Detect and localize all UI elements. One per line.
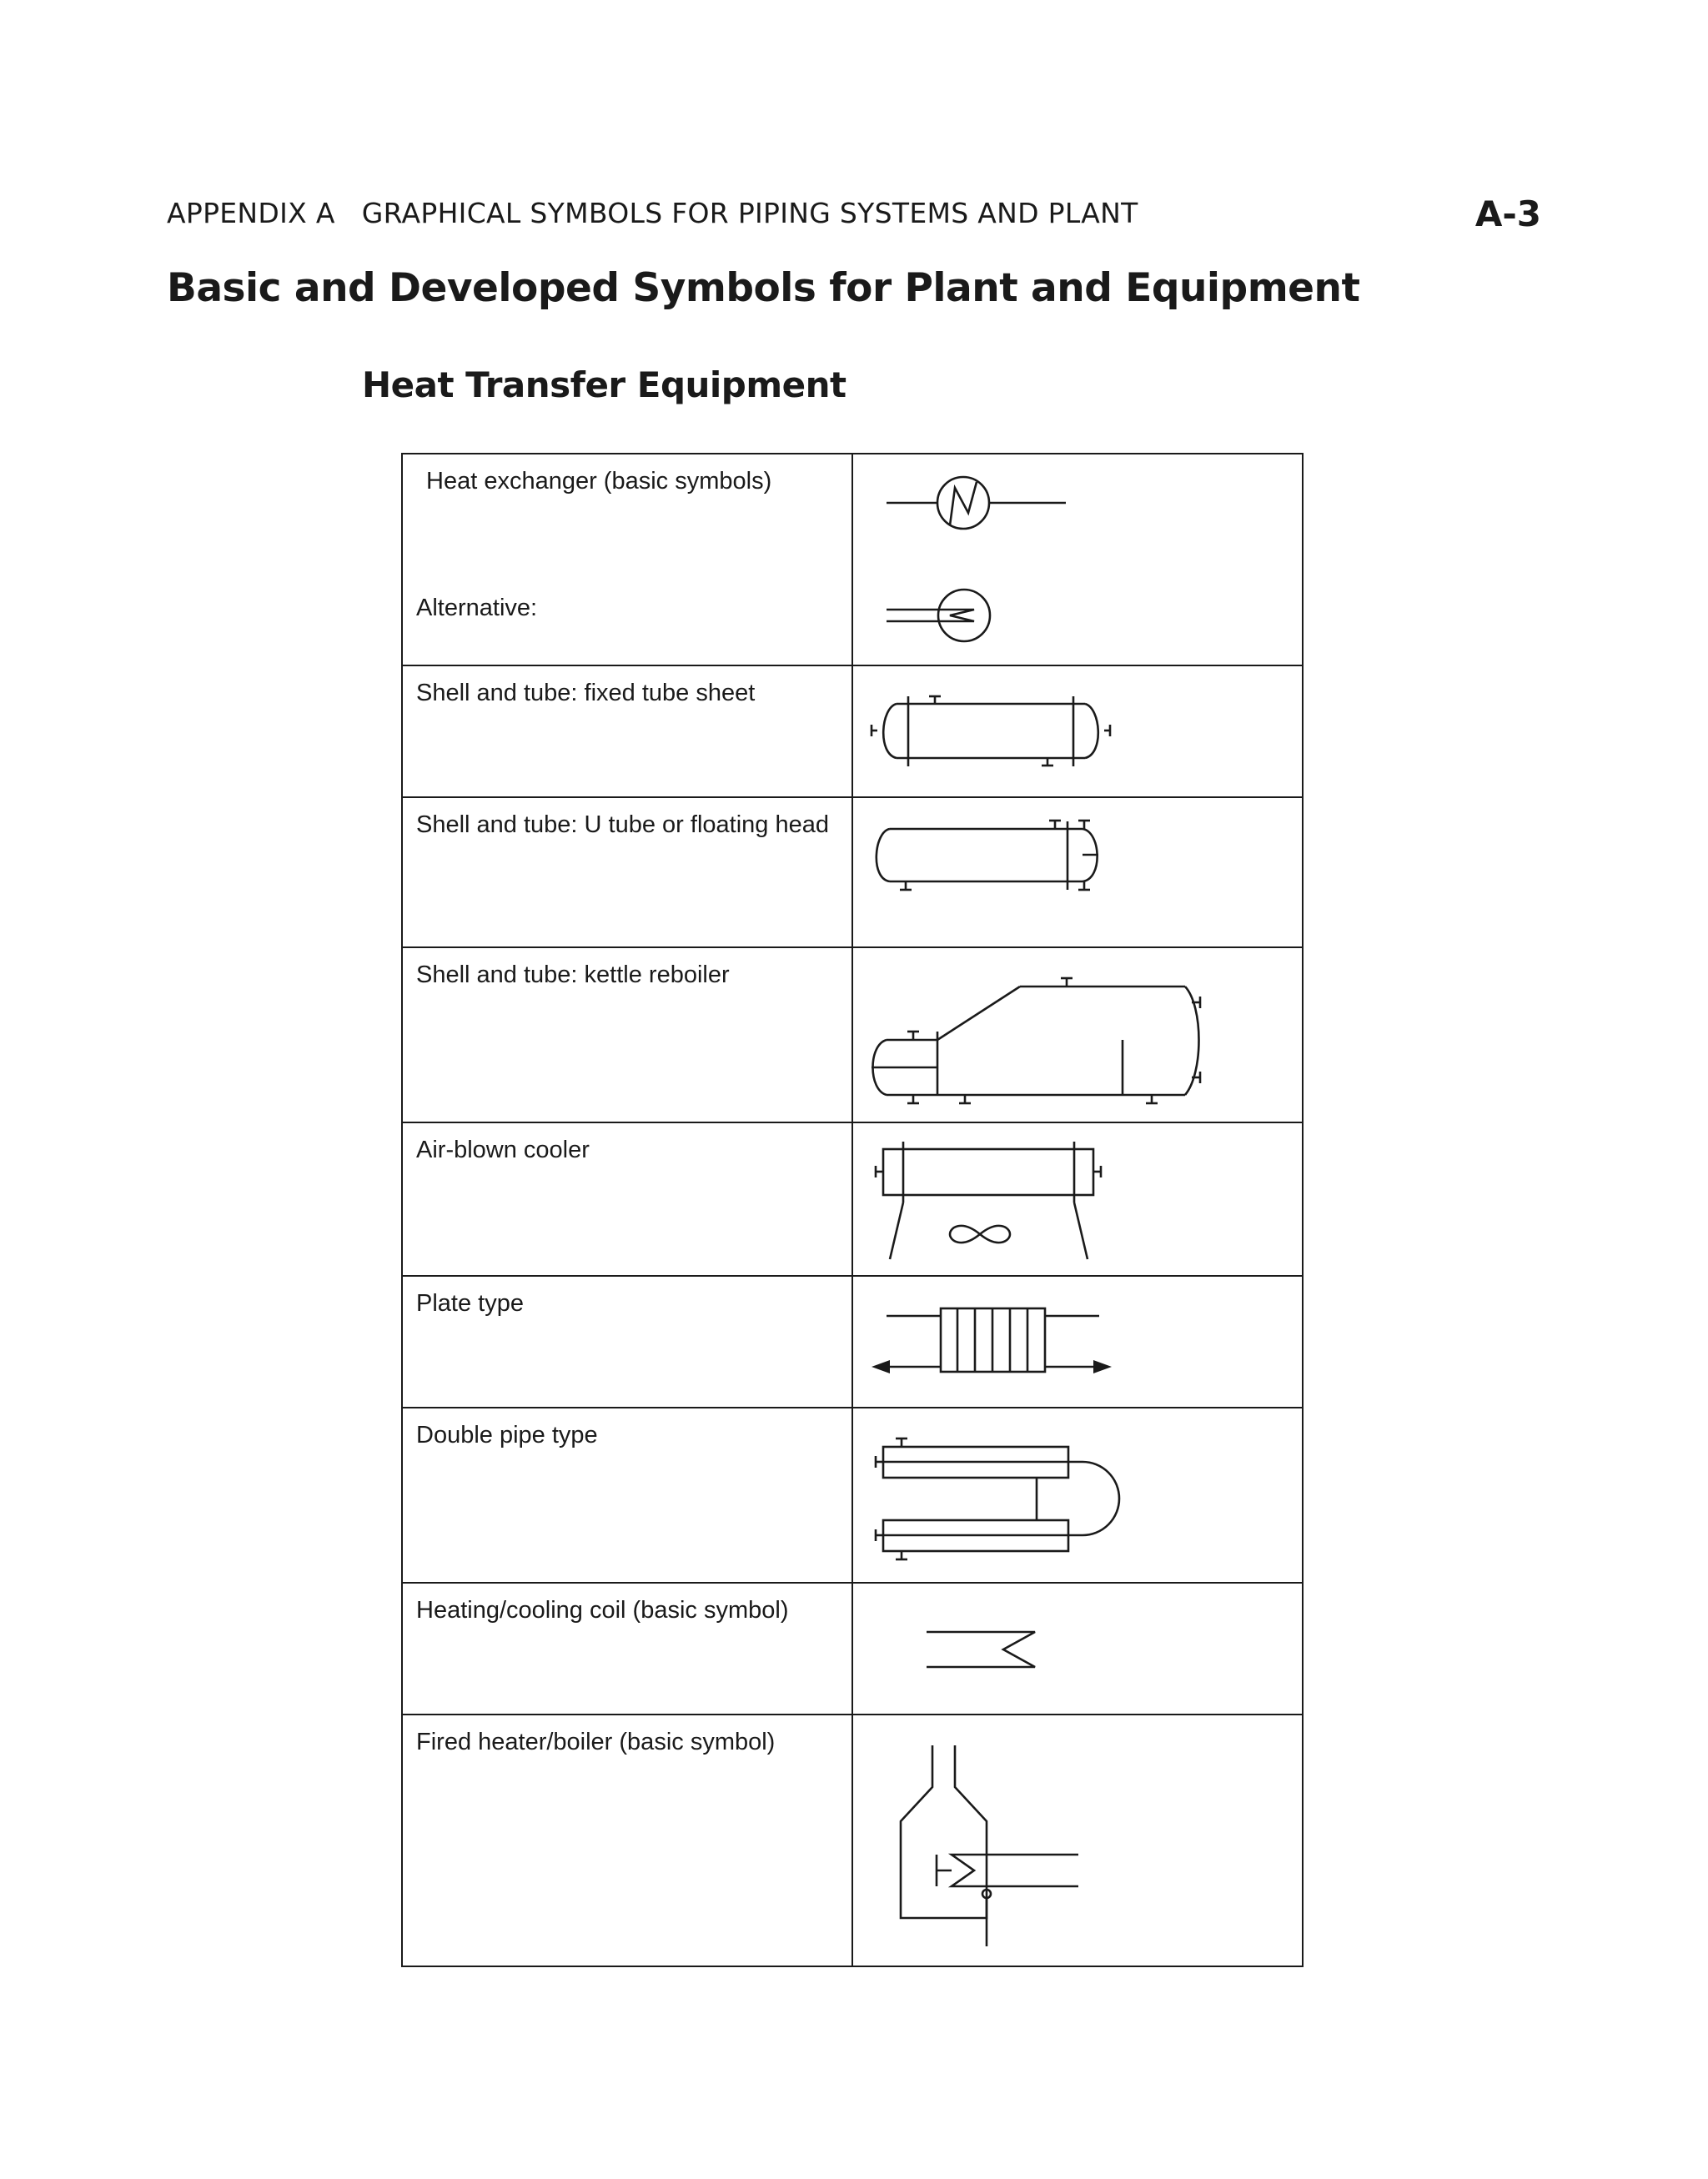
label-cell <box>402 1408 852 1583</box>
table-row <box>402 1583 1303 1715</box>
table-row <box>402 454 1303 665</box>
symbol-cell <box>852 454 1303 665</box>
table-row <box>402 1408 1303 1583</box>
symbols-table <box>401 453 1304 1967</box>
symbol-cell <box>852 1715 1303 1966</box>
running-head <box>167 193 1541 235</box>
page-title: Basic and Developed Symbols for Plant and Equipment <box>167 265 1360 311</box>
symbol-cell <box>852 1583 1303 1715</box>
fixed-tube-sheet-symbol <box>853 666 1304 798</box>
symbol-cell <box>852 1276 1303 1408</box>
table-row <box>402 1276 1303 1408</box>
row-label: Heating/cooling coil (basic symbol) <box>416 1597 789 1624</box>
kettle-reboiler-symbol <box>853 948 1304 1123</box>
row-label: Shell and tube: U tube or floating head <box>416 811 829 838</box>
symbol-cell <box>852 1408 1303 1583</box>
label-cell <box>402 665 852 797</box>
row-label: Plate type <box>416 1290 524 1317</box>
section-title: Heat Transfer Equipment <box>362 364 846 405</box>
row-label: Shell and tube: fixed tube sheet <box>416 680 756 706</box>
symbol-cell <box>852 665 1303 797</box>
air-blown-cooler-symbol <box>853 1123 1304 1277</box>
symbol-cell <box>852 947 1303 1122</box>
label-cell <box>402 1122 852 1276</box>
section-label: GRAPHICAL SYMBOLS FOR PIPING SYSTEMS AND PLANT <box>361 197 1138 229</box>
row-label: Air-blown cooler <box>416 1137 590 1163</box>
row-label: Fired heater/boiler (basic symbol) <box>416 1729 776 1755</box>
row-label: Heat exchanger (basic symbols) <box>426 468 772 495</box>
row-label: Shell and tube: kettle reboiler <box>416 961 730 988</box>
label-cell <box>402 797 852 947</box>
appendix-label: APPENDIX A <box>167 197 335 229</box>
heat-exchanger-basic-symbol <box>853 454 1304 666</box>
label-cell <box>402 454 852 665</box>
double-pipe-type-symbol <box>853 1408 1304 1584</box>
symbol-cell <box>852 797 1303 947</box>
label-cell <box>402 1715 852 1966</box>
table-row <box>402 1715 1303 1966</box>
running-head-left <box>167 197 1138 229</box>
fired-heater-boiler-symbol <box>853 1715 1304 1967</box>
table-row <box>402 1122 1303 1276</box>
heating-cooling-coil-symbol <box>853 1584 1304 1715</box>
u-tube-floating-head-symbol <box>853 798 1304 948</box>
table-row <box>402 797 1303 947</box>
symbol-cell <box>852 1122 1303 1276</box>
label-cell <box>402 1583 852 1715</box>
label-cell <box>402 947 852 1122</box>
row-alt-label: Alternative: <box>416 595 538 621</box>
label-cell <box>402 1276 852 1408</box>
row-label: Double pipe type <box>416 1422 598 1448</box>
table-row <box>402 665 1303 797</box>
plate-type-symbol <box>853 1277 1304 1408</box>
page-number: A-3 <box>1474 193 1541 234</box>
table-row <box>402 947 1303 1122</box>
